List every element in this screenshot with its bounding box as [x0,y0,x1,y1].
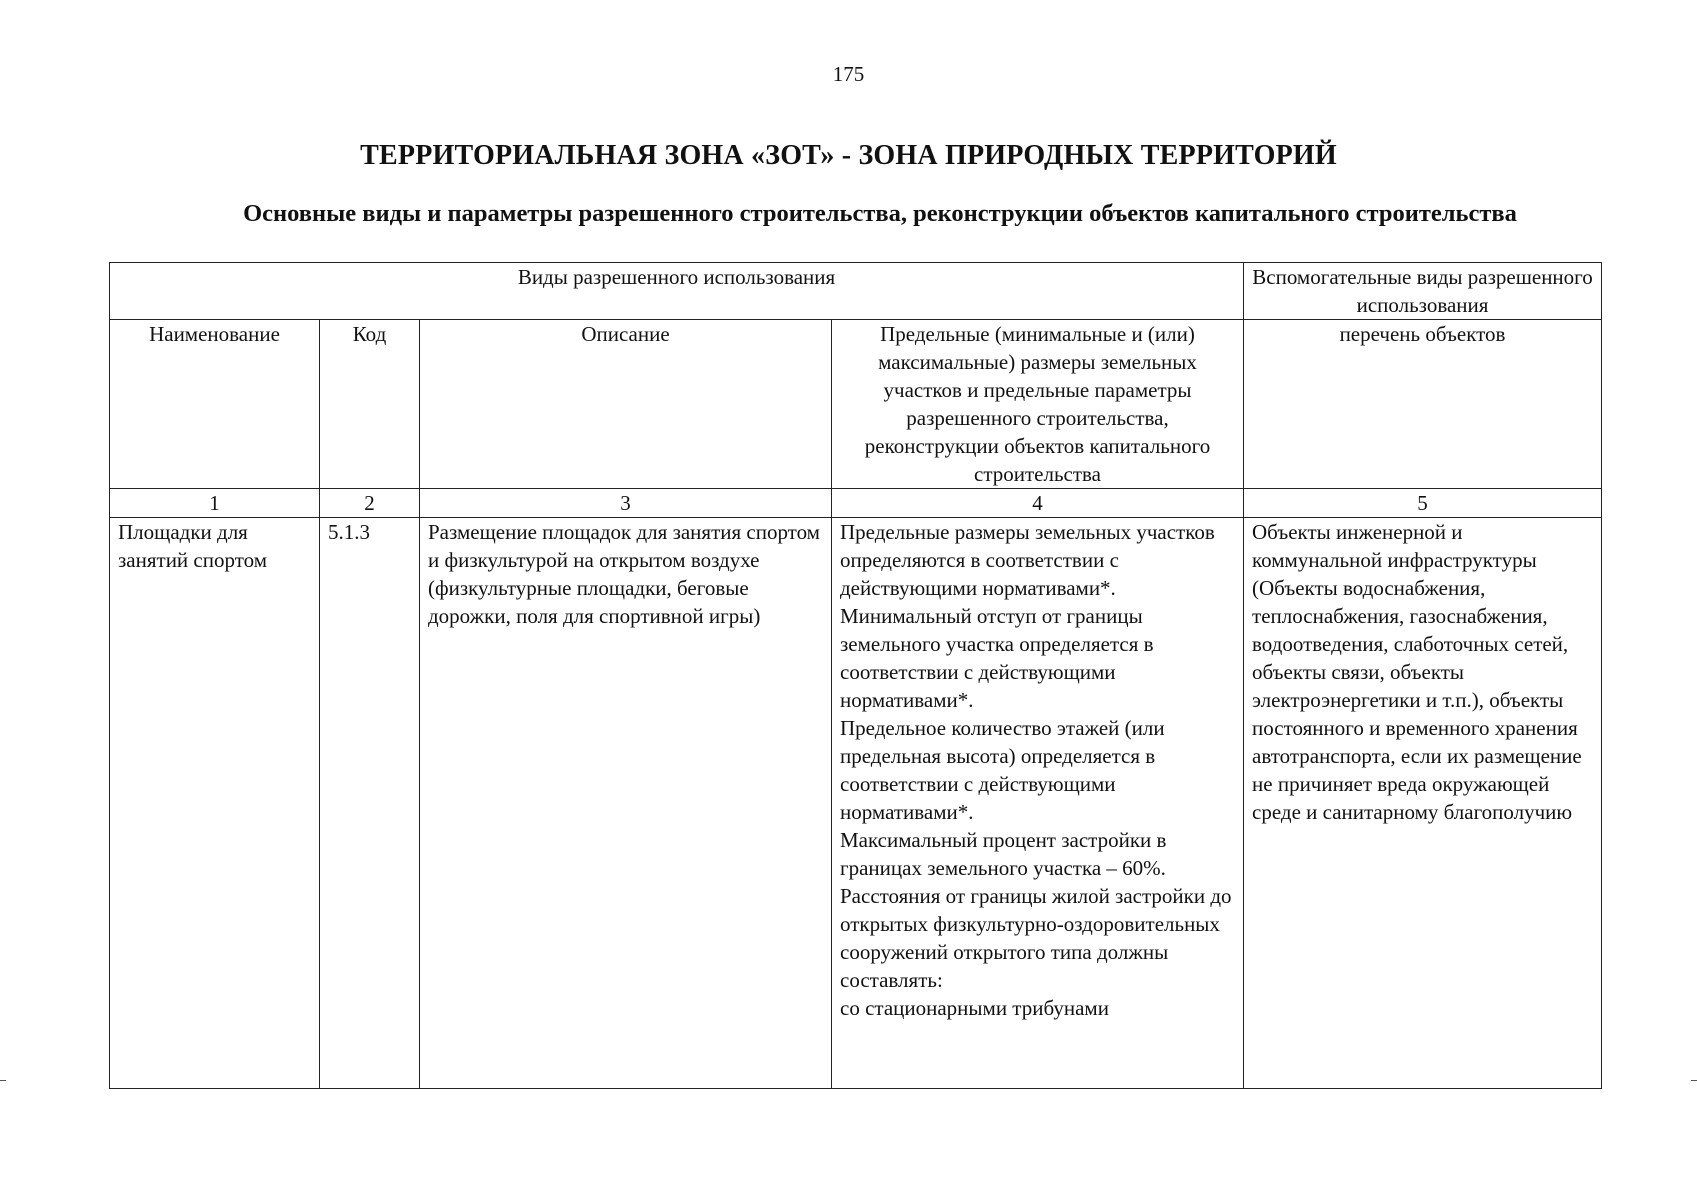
table-column-header-row [110,320,1602,489]
column-number: 1 [110,489,320,518]
column-number: 5 [1244,489,1602,518]
scan-edge-mark [1691,1080,1697,1081]
column-header-code: Код [320,320,420,489]
table-row [110,518,1602,1089]
column-header-description: Описание [420,320,832,489]
group-header-main: Виды разрешенного использования [110,263,1244,320]
cell-name: Площадки для занятий спортом [110,518,320,1089]
column-header-name: Наименование [110,320,320,489]
column-header-objects: перечень объектов [1244,320,1602,489]
column-number: 4 [832,489,1244,518]
cell-objects: Объекты инженерной и коммунальной инфраструктуры (Объекты водоснабжения, теплоснабжения, газоснабжения, водоотведения, слаботочных сетей, объекты связи, объекты электроэнергетики и т.п.), объекты постоянного и временного хранения автотранспорта, если их размещение не причиняет вреда окружающей среде и санитарному благополучию [1244,518,1602,1089]
cell-description: Размещение площадок для занятия спортом и физкультурой на открытом воздухе (физкультурные площадки, беговые дорожки, поля для спортивной игры) [420,518,832,1089]
page-number: 175 [832,62,865,86]
column-number: 2 [320,489,420,518]
cell-limits: Предельные размеры земельных участков определяются в соответствии с действующими нормативами*. Минимальный отступ от границы земельного участка определяется в соответствии с действующими нормативами*. Предельное количество этажей (или предельная высота) определяется в соответствии с действующими нормативами*. Максимальный процент застройки в границах земельного участка – 60%. Расстояния от границы жилой застройки до открытых физкультурно-оздоровительных сооружений открытого типа должны составлять: со стационарными трибунами [832,518,1244,1089]
column-number-row [110,489,1602,518]
zone-title: ТЕРРИТОРИАЛЬНАЯ ЗОНА «ЗОТ» - ЗОНА ПРИРОДНЫХ ТЕРРИТОРИЙ [360,140,1337,171]
column-header-limits: Предельные (минимальные и (или) максимальные) размеры земельных участков и предельные параметры разрешенного строительства, реконструкции объектов капитального строительства [832,320,1244,489]
section-title: Основные виды и параметры разрешенного строительства, реконструкции объектов капитального строительства [243,200,1517,227]
column-number: 3 [420,489,832,518]
permitted-use-table [109,262,1602,1089]
table-group-header-row [110,263,1602,320]
cell-code: 5.1.3 [320,518,420,1089]
group-header-aux: Вспомогательные виды разрешенного использования [1244,263,1602,320]
scan-edge-mark [0,1080,6,1081]
